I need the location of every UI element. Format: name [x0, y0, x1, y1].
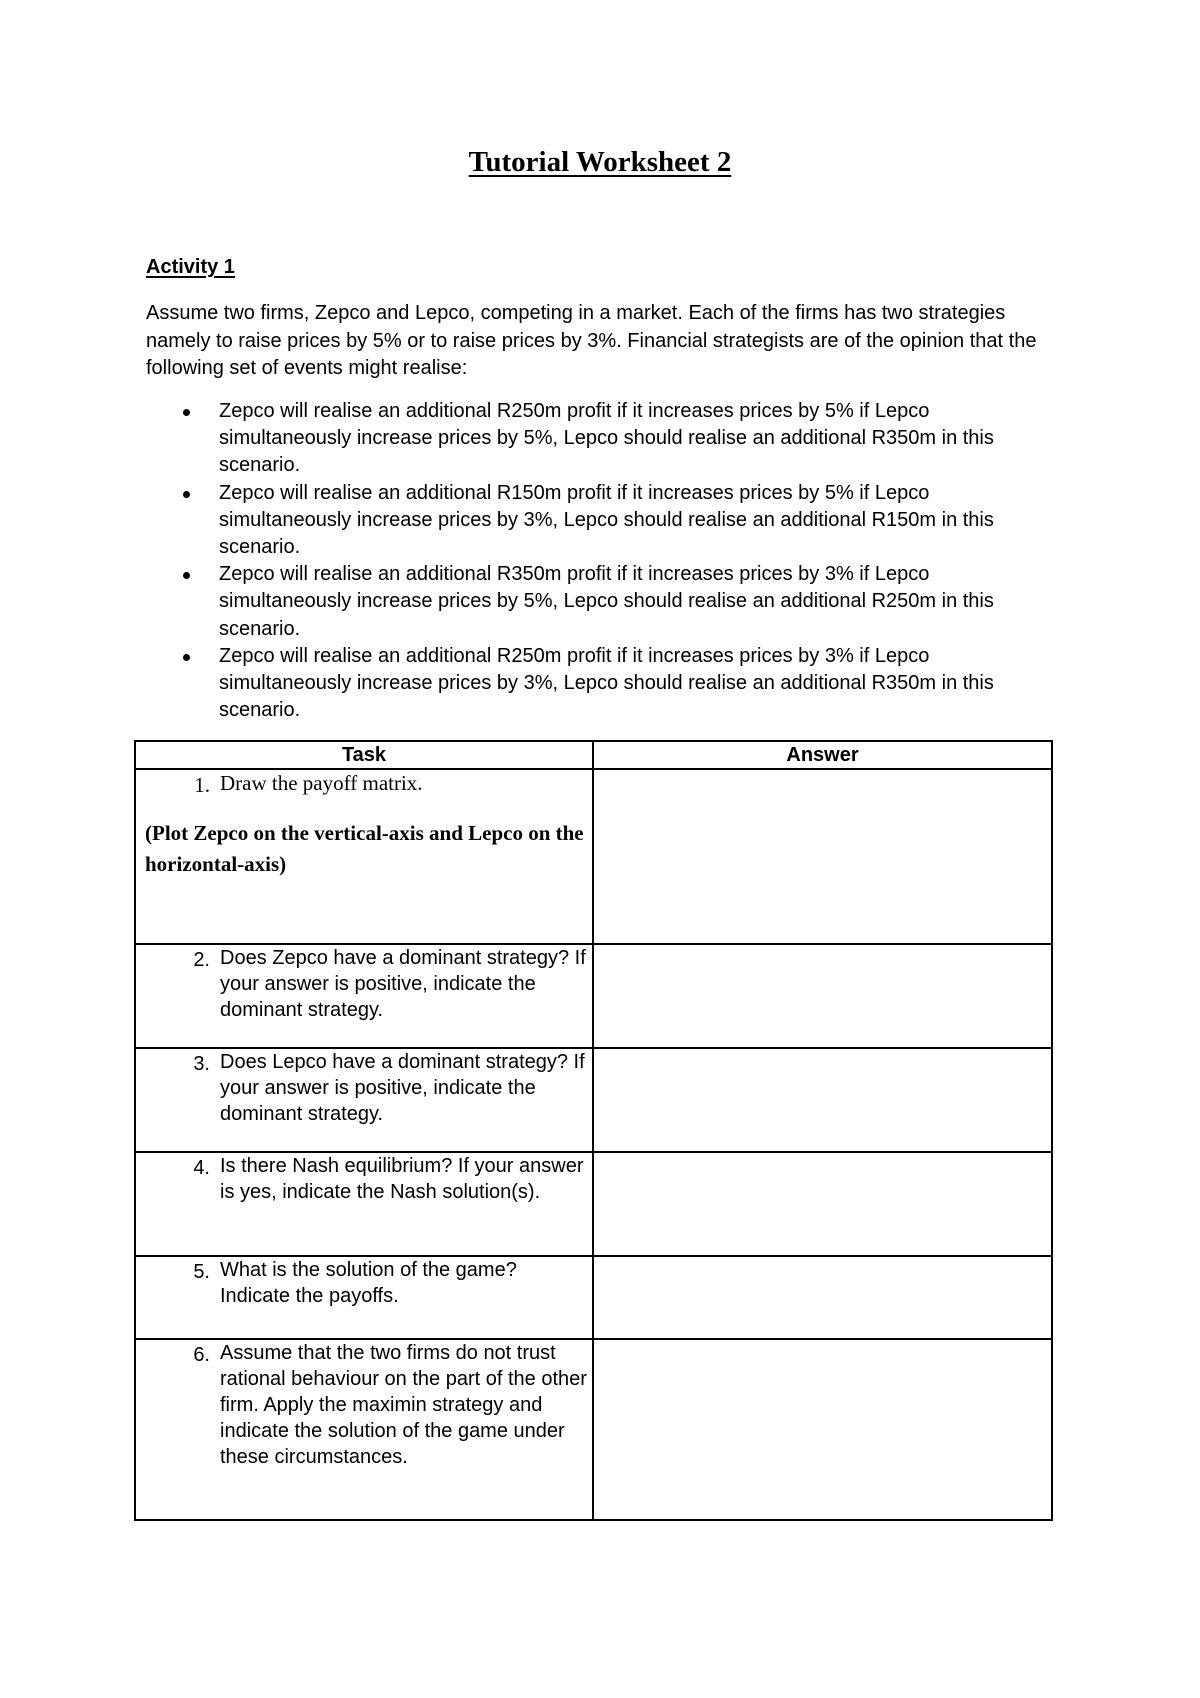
task-note: (Plot Zepco on the vertical-axis and Lepco on the horizontal-axis): [145, 821, 584, 876]
bullet-icon: [183, 654, 190, 661]
task-number: 4.: [193, 1157, 210, 1179]
table-row: [135, 944, 1052, 1048]
table-row: [135, 1152, 1052, 1256]
task-cell: [135, 1256, 593, 1339]
activity-heading: Activity 1: [146, 256, 235, 278]
bullet-text: Zepco will realise an additional R150m profit if it increases prices by 5% if Lepco simultaneously increase prices by 3%, Lepco should realise an additional R150m in this scenario.: [219, 481, 994, 559]
answer-column-header: Answer: [593, 741, 1052, 769]
page-title: Tutorial Worksheet 2: [468, 146, 732, 178]
table-row: [135, 769, 1052, 944]
task-number: 5.: [193, 1261, 210, 1283]
scenario-list: [146, 398, 1066, 724]
list-item: [146, 480, 1066, 562]
task-number: 3.: [193, 1053, 210, 1075]
task-cell: [135, 1048, 593, 1152]
task-number: 6.: [193, 1344, 210, 1366]
answer-cell[interactable]: [593, 1048, 1052, 1152]
task-text: Does Lepco have a dominant strategy? If your answer is positive, indicate the dominant strategy.: [220, 1051, 585, 1125]
task-text: Does Zepco have a dominant strategy? If your answer is positive, indicate the dominant strategy.: [220, 947, 586, 1021]
bullet-icon: [183, 572, 190, 579]
answer-cell[interactable]: [593, 769, 1052, 944]
task-number: 1.: [194, 773, 210, 797]
table-row: [135, 1339, 1052, 1520]
table-row: [135, 1048, 1052, 1152]
table-row: [135, 1256, 1052, 1339]
list-item: [146, 561, 1066, 643]
task-cell: [135, 1339, 593, 1520]
bullet-icon: [183, 409, 190, 416]
bullet-text: Zepco will realise an additional R350m profit if it increases prices by 3% if Lepco simultaneously increase prices by 5%, Lepco should realise an additional R250m in this scenario.: [219, 563, 994, 640]
intro-paragraph: Assume two firms, Zepco and Lepco, competing in a market. Each of the firms has two strategies namely to raise prices by 5% or to raise prices by 3%. Financial strategists are of the opinion that the following set of events might realise:: [146, 302, 1037, 379]
task-text: Draw the payoff matrix.: [220, 771, 423, 795]
task-answer-table: [134, 740, 1053, 1521]
answer-cell[interactable]: [593, 1152, 1052, 1256]
bullet-text: Zepco will realise an additional R250m profit if it increases prices by 3% if Lepco simultaneously increase prices by 3%, Lepco should realise an additional R350m in this scenario.: [219, 644, 994, 722]
task-cell: [135, 944, 593, 1048]
answer-cell[interactable]: [593, 1339, 1052, 1520]
task-number: 2.: [193, 949, 210, 971]
task-text: Is there Nash equilibrium? If your answer is yes, indicate the Nash solution(s).: [220, 1155, 584, 1203]
task-text: What is the solution of the game? Indicate the payoffs.: [220, 1259, 517, 1307]
list-item: [146, 643, 1066, 725]
task-cell: [135, 1152, 593, 1256]
bullet-text: Zepco will realise an additional R250m profit if it increases prices by 5% if Lepco simultaneously increase prices by 5%, Lepco should realise an additional R350m in this scenario.: [219, 400, 994, 477]
answer-cell[interactable]: [593, 944, 1052, 1048]
task-text: Assume that the two firms do not trust rational behaviour on the part of the other firm. Apply the maximin strategy and indicate the solution of the game under these circumstances.: [220, 1342, 587, 1468]
task-cell: [135, 769, 593, 944]
answer-cell[interactable]: [593, 1256, 1052, 1339]
list-item: [146, 398, 1066, 480]
table-header-row: [135, 741, 1052, 769]
task-column-header: Task: [135, 741, 593, 769]
bullet-icon: [183, 491, 190, 498]
